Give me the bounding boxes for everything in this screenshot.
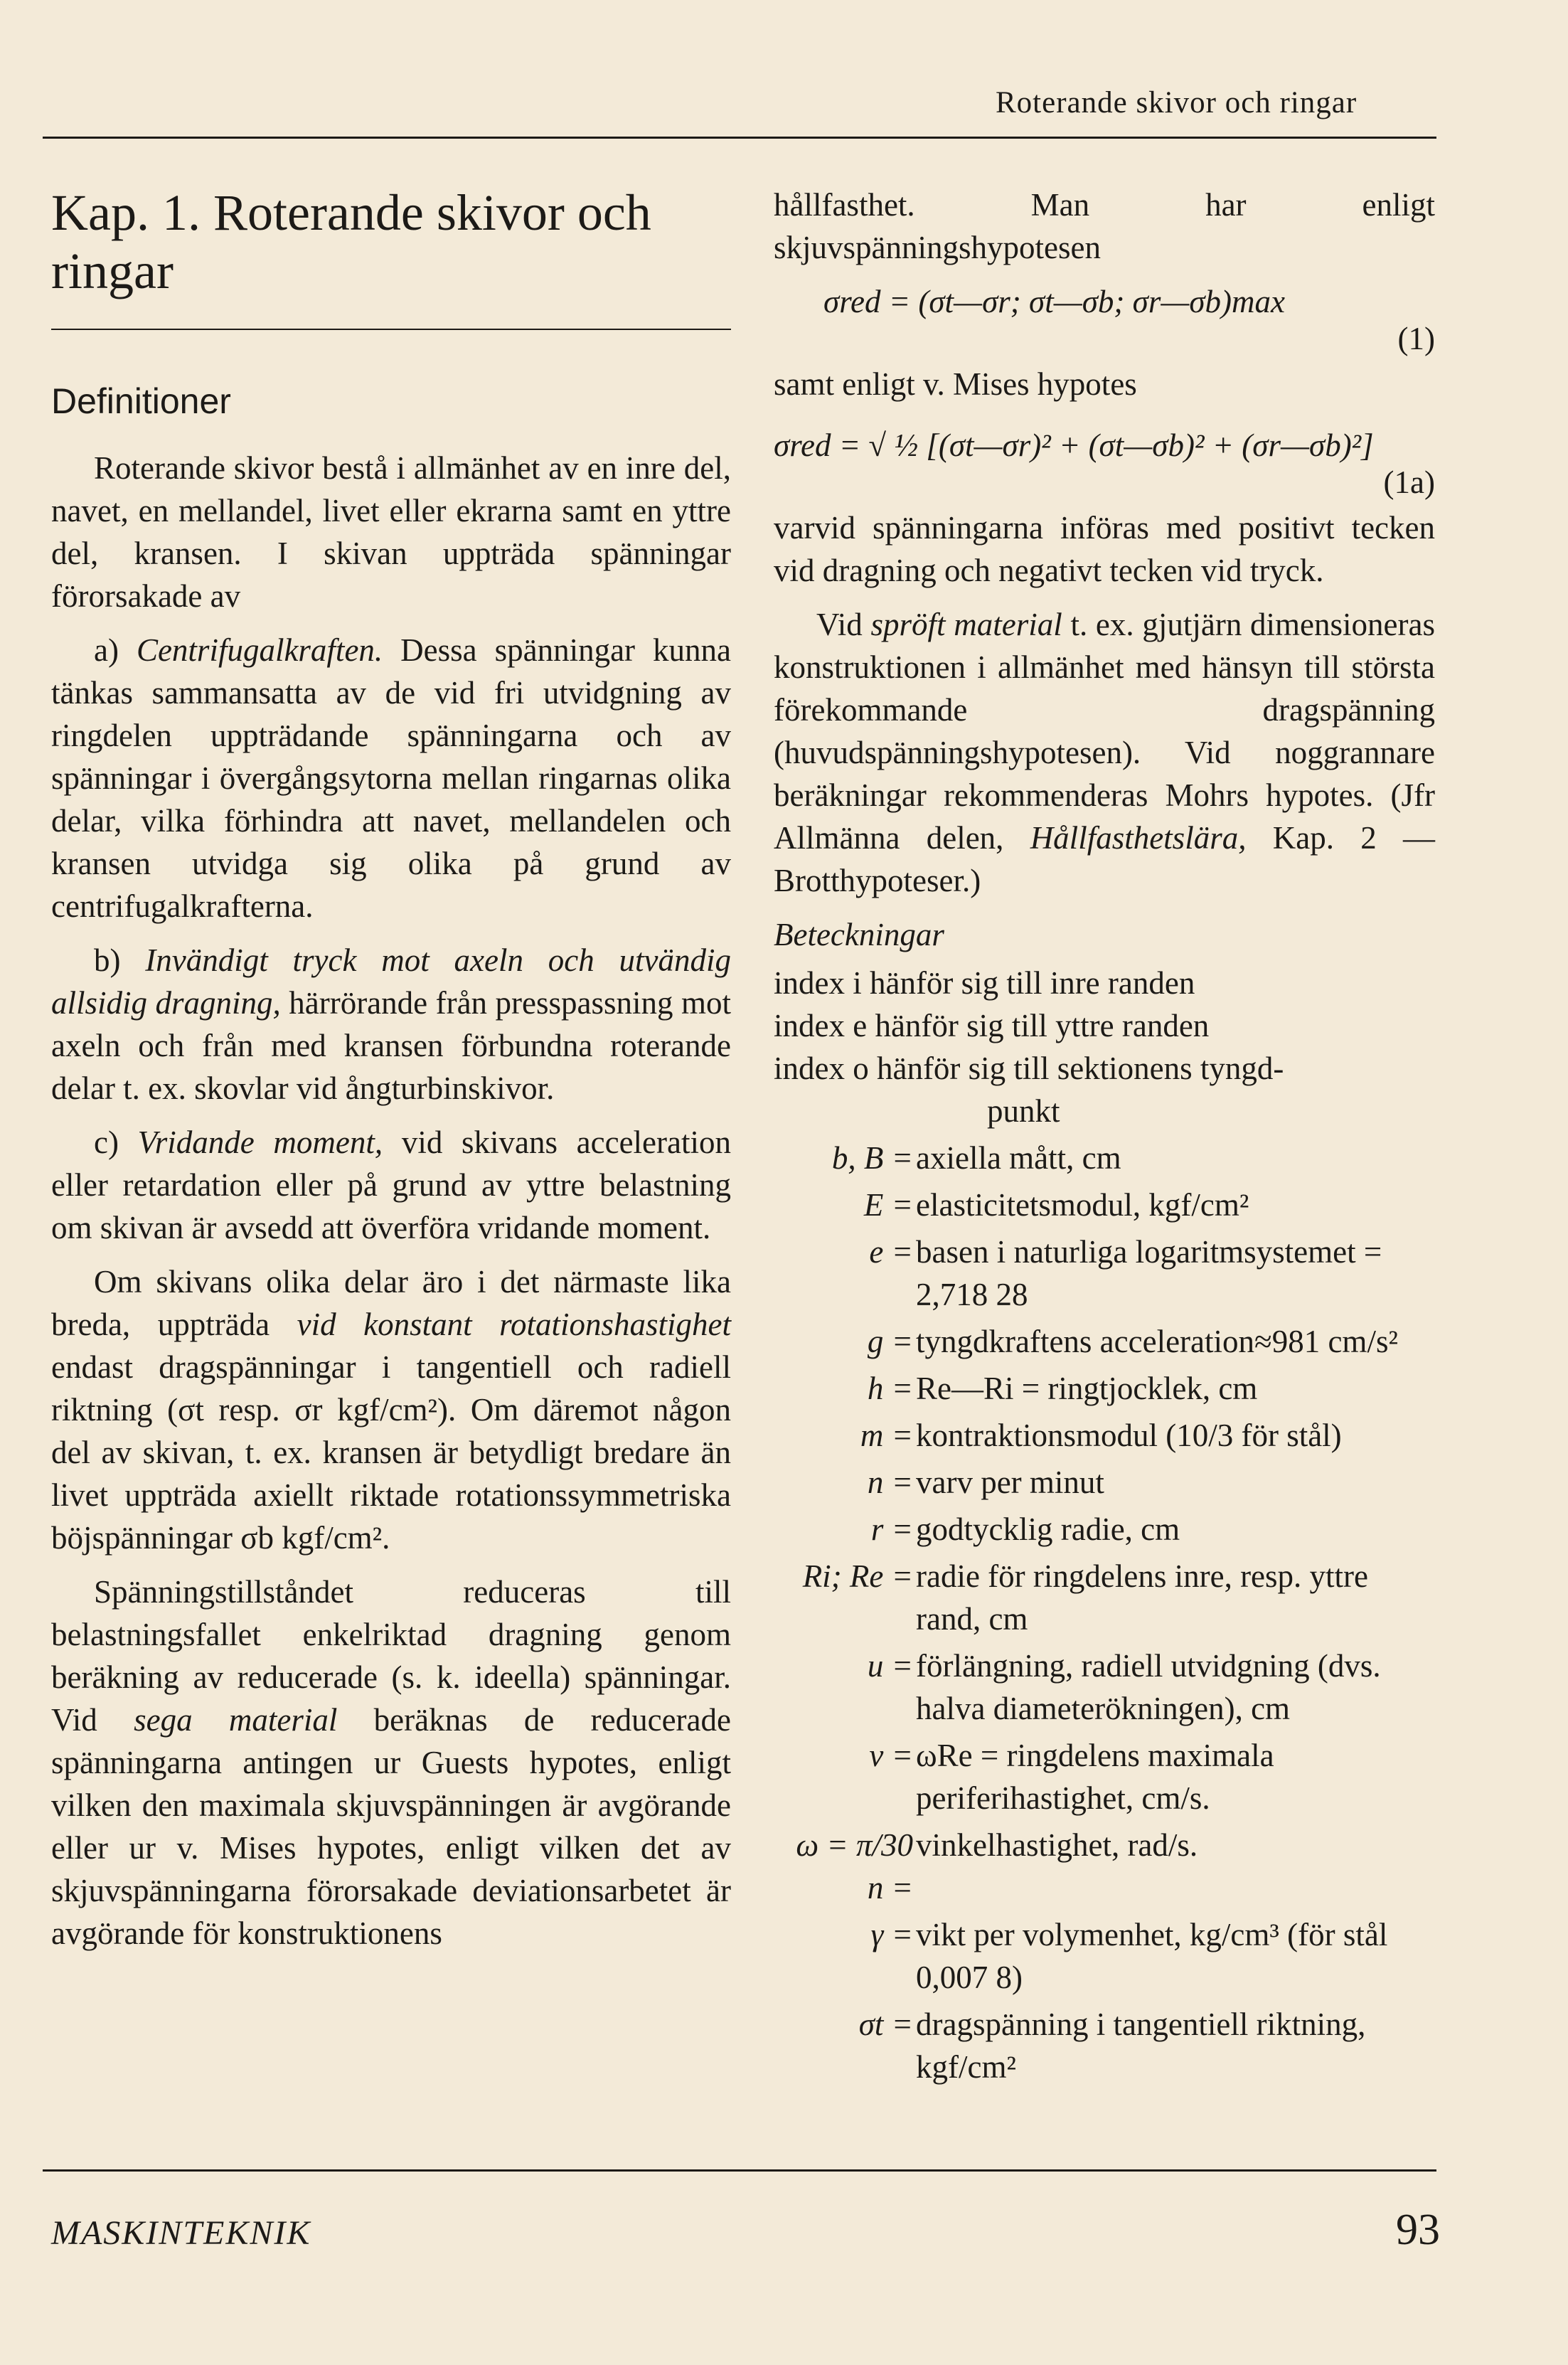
item-label: b) xyxy=(94,942,146,978)
reference-title: Hållfasthetslära, xyxy=(1030,820,1247,856)
symbol-row xyxy=(774,1414,1435,1457)
equation-number-1a: (1a) xyxy=(1383,464,1435,500)
symbol: ω = π/30 n = xyxy=(796,1827,913,1906)
symbol-row xyxy=(774,1734,1435,1819)
symbol: r = xyxy=(870,1511,913,1547)
paragraph-text: beräknas de reducerade spänningarna antingen ur Guests hypotes, enligt vilken den maximala skjuvspänningen är avgörande eller ur v. Mises hypotes, enligt vilken det av skjuvspänningarna förorsakade deviationsarbetet är avgörande för konstruktionens xyxy=(51,1702,731,1951)
paragraph-term: spröft material xyxy=(870,607,1062,642)
paragraph-b xyxy=(51,939,731,1110)
paragraph-text: Om skivans olika delar äro i det närmaste lika breda, uppträda xyxy=(51,1264,731,1342)
paragraph-text: t. ex. gjutjärn dimensioneras konstruktionen i allmänhet med hänsyn till största förekommande dragspänning (huvudspänningshypotesen). Vid noggrannare beräkningar rekommenderas Mohrs hypotes. (Jfr Allmänna delen, xyxy=(774,607,1435,856)
symbol-definition: vinkelhastighet, rad/s. xyxy=(916,1827,1198,1863)
symbol-definition: vikt per volymenhet, kg/cm³ (för stål 0,007 8) xyxy=(916,1917,1388,1995)
chapter-title: Kap. 1. Roterande skivor och ringar xyxy=(51,184,651,299)
symbol-definition: varv per minut xyxy=(916,1465,1104,1500)
symbol-definition: ωRe = ringdelens maximala periferihastighet, cm/s. xyxy=(916,1738,1274,1816)
symbol: m = xyxy=(860,1418,913,1453)
index-line: index i hänför sig till inre randen xyxy=(774,965,1195,1001)
equation-number-1: (1) xyxy=(1397,321,1435,356)
paragraph-a xyxy=(51,629,731,928)
symbol-definition: Re—Ri = ringtjocklek, cm xyxy=(916,1371,1258,1406)
paragraph-continued: hållfasthet. Man har enligt skjuvspänningshypotesen xyxy=(774,187,1435,265)
notation-heading: Beteckningar xyxy=(774,917,944,952)
symbol-definition: elasticitetsmodul, kgf/cm² xyxy=(916,1187,1249,1223)
paragraph-varvid: varvid spänningarna införas med positivt tecken vid dragning och negativt tecken vid tryck. xyxy=(774,510,1435,588)
symbol-row xyxy=(774,1137,1435,1179)
index-line: index o hänför sig till sektionens tyngd- xyxy=(774,1051,1284,1086)
paragraph-mises: samt enligt v. Mises hypotes xyxy=(774,366,1137,402)
item-term: Invändigt tryck mot axeln och utvändig allsidig dragning, xyxy=(51,942,731,1021)
symbol-definition: tyngdkraftens acceleration≈981 cm/s² xyxy=(916,1324,1398,1359)
symbol: e = xyxy=(869,1234,913,1270)
right-column xyxy=(774,184,1435,2093)
symbol: σt = xyxy=(858,2007,913,2042)
symbol-definition: förlängning, radiell utvidgning (dvs. halva diameterökningen), cm xyxy=(916,1648,1381,1726)
symbol: Ri; Re = xyxy=(802,1558,913,1594)
symbol-definition: basen i naturliga logaritmsystemet = 2,718 28 xyxy=(916,1234,1382,1312)
paragraph-om xyxy=(51,1260,731,1559)
paragraph-term: sega material xyxy=(134,1702,338,1738)
symbol-row xyxy=(774,1555,1435,1640)
footer-rule xyxy=(43,2169,1436,2172)
paragraph-spanningstillstand xyxy=(51,1571,731,1955)
paragraph-sprott xyxy=(774,603,1435,902)
paragraph-term: vid konstant rotationshastighet xyxy=(297,1307,731,1342)
symbol: E = xyxy=(863,1187,913,1223)
symbol-row xyxy=(774,1824,1435,1909)
formula-1a: σred = √ ½ [(σt—σr)² + (σt—σb)² + (σr—σb)²] xyxy=(774,427,1374,463)
symbol-definition: axiella mått, cm xyxy=(916,1140,1121,1176)
symbol-definition: kontraktionsmodul (10/3 för stål) xyxy=(916,1418,1342,1453)
symbol-row xyxy=(774,1461,1435,1504)
item-term: Centrifugalkraften. xyxy=(136,632,383,668)
item-label: c) xyxy=(94,1125,138,1160)
symbol: g = xyxy=(867,1324,913,1359)
item-text: härrörande från presspassning mot axeln och från med kransen förbundna roterande delar t. ex. skovlar vid ångturbinskivor. xyxy=(51,985,731,1106)
symbol-row xyxy=(774,1508,1435,1551)
paragraph-text: Vid xyxy=(816,607,871,642)
header-rule xyxy=(43,137,1436,139)
symbol: γ = xyxy=(870,1917,913,1952)
index-line: index e hänför sig till yttre randen xyxy=(774,1008,1210,1043)
symbol-definition: dragspänning i tangentiell riktning, kgf/cm² xyxy=(916,2007,1366,2085)
paragraph-text: endast dragspänningar i tangentiell och radiell riktning (σt resp. σr kgf/cm²). Om däremot någon del av skivan, t. ex. kransen är betydligt bredare än livet uppträda axiellt riktade rotationssymmetriska böjspänningar σb kgf/cm². xyxy=(51,1349,731,1556)
running-title: Roterande skivor och ringar xyxy=(996,86,1358,119)
symbol-row xyxy=(774,1320,1435,1363)
paragraph-text: Kap. 2 — Brotthypoteser.) xyxy=(774,820,1435,898)
symbol-row xyxy=(774,1644,1435,1730)
symbol-row xyxy=(774,1913,1435,1999)
symbol-row xyxy=(774,2003,1435,2088)
symbol-definition: radie för ringdelens inre, resp. yttre rand, cm xyxy=(916,1558,1368,1637)
paragraph-c xyxy=(51,1121,731,1249)
symbol-row xyxy=(774,1367,1435,1410)
item-term: Vridande moment, xyxy=(137,1125,383,1160)
journal-name: MASKINTEKNIK xyxy=(51,2214,311,2252)
formula-1: σred = (σt—σr; σt—σb; σr—σb)max xyxy=(823,284,1286,319)
item-text: Dessa spänningar kunna tänkas sammansatta av de vid fri utvidgning av ringdelen uppträdande spänningarna och av spänningar i övergångsytorna mellan ringarnas olika delar, vilka förhindra att navet, mellandelen och kransen utvidga sig olika på grund av centrifugalkrafterna. xyxy=(51,632,731,924)
symbol: h = xyxy=(867,1371,913,1406)
item-label: a) xyxy=(94,632,137,668)
symbol: v = xyxy=(869,1738,913,1773)
paragraph-text: Spänningstillståndet reduceras till belastningsfallet enkelriktad dragning genom beräkning av reducerade (s. k. ideella) spänningar. Vid xyxy=(51,1574,731,1738)
chapter-rule xyxy=(51,329,731,330)
symbol: b, B = xyxy=(831,1140,913,1176)
symbol-row xyxy=(774,1184,1435,1226)
section-title: Definitioner xyxy=(51,381,231,421)
page-number: 93 xyxy=(1396,2206,1440,2254)
item-text: vid skivans acceleration eller retardation eller på grund av yttre belastning om skivan är avsedd att överföra vridande moment. xyxy=(51,1125,731,1245)
symbol: n = xyxy=(867,1465,913,1500)
symbol-row xyxy=(774,1231,1435,1316)
paragraph-intro: Roterande skivor bestå i allmänhet av en inre del, navet, en mellandel, livet eller ekrarna samt en yttre del, kransen. I skivan uppträda spänningar förorsakade av xyxy=(51,450,731,614)
symbol: u = xyxy=(867,1648,913,1684)
index-line-continued: punkt xyxy=(987,1093,1060,1129)
symbol-definition: godtycklig radie, cm xyxy=(916,1511,1180,1547)
symbol-list xyxy=(774,1137,1435,2088)
left-column xyxy=(51,184,731,1966)
